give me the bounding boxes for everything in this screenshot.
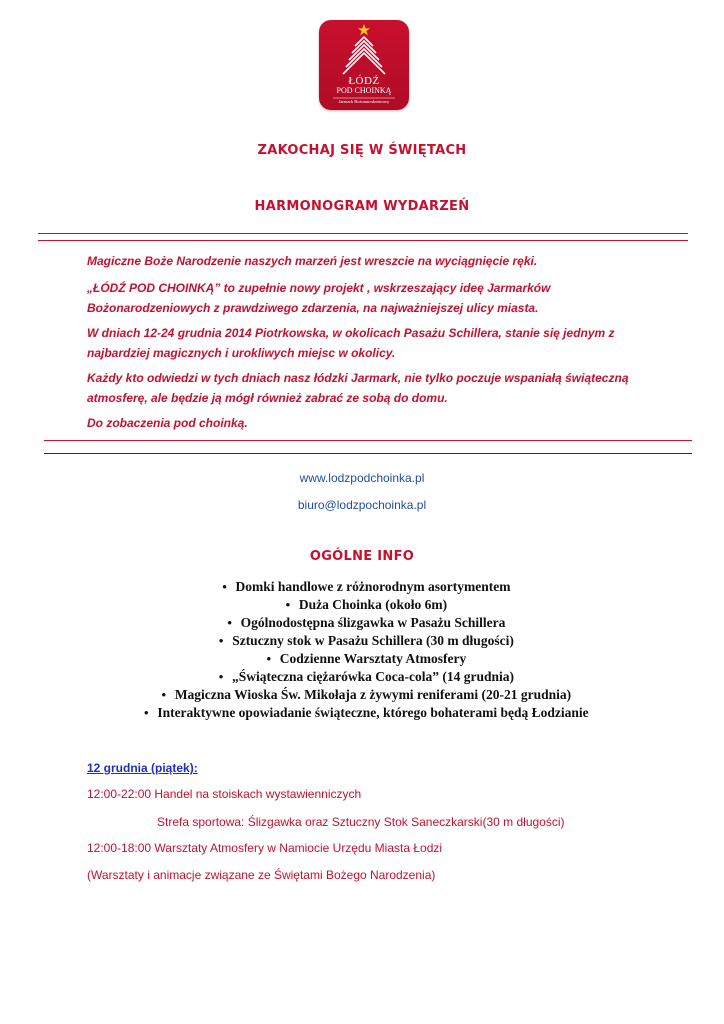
divider [38,233,688,234]
divider [38,240,688,241]
website-link[interactable]: www.lodzpodchoinka.pl [299,471,425,485]
bullet-icon: • [222,579,227,594]
intro-paragraph: Magiczne Boże Narodzenie naszych marzeń jest wreszcie na wyciągnięcie ręki. [87,254,538,268]
schedule-line: (Warsztaty i animacje związane ze Świętami Bożego Narodzenia) [87,868,436,882]
bullet-icon: • [144,705,149,720]
schedule-line: Strefa sportowa: Ślizgawka oraz Sztuczny Stok Saneczkarski(30 m długości) [157,815,565,829]
info-list [0,578,724,722]
list-item: • Magiczna Wioska Św. Mikołaja z żywymi reniferami (20-21 grudnia) [0,686,724,704]
email-link[interactable]: biuro@lodzpochoinka.pl [297,498,427,512]
general-info-heading: OGÓLNE INFO [309,549,415,564]
intro-paragraph: „ŁÓDŹ POD CHOINKĄ” to zupełnie nowy projekt , wskrzeszający ideę Jarmarków Bożonarodzeniowych z prawdziwego zdarzenia, na najważniejszej ulicy miasta. [87,281,551,315]
list-item: • Sztuczny stok w Pasażu Schillera (30 m długości) [0,632,724,650]
schedule-date: 12 grudnia (piątek): [87,761,198,775]
list-item: • Domki handlowe z różnorodnym asortymentem [0,578,724,596]
bullet-icon: • [161,687,167,702]
list-item: • Duża Choinka (około 6m) [0,596,724,614]
tagline-heading: ZAKOCHAJ SIĘ W ŚWIĘTACH [257,143,467,158]
divider [44,453,692,454]
event-logo [319,20,409,110]
divider [44,440,692,441]
intro-paragraph: W dniach 12-24 grudnia 2014 Piotrkowska, w okolicach Pasażu Schillera, stanie się jednym z najbardziej magicznych i urokliwych miejsc w okolicy. [87,326,615,360]
bullet-icon: • [218,633,224,648]
intro-paragraph: Każdy kto odwiedzi w tych dniach nasz łódzki Jarmark, nie tylko poczuje wspaniałą świąteczną atmosferę, ale będzie ją mógł również zabrać ze sobą do domu. [87,371,629,405]
bullet-icon: • [266,651,272,666]
list-item: • Ogólnodostępna ślizgawka w Pasażu Schillera [0,614,724,632]
list-item: • Codzienne Warsztaty Atmosfery [0,650,724,668]
list-item: • „Świąteczna ciężarówka Coca-cola” (14 grudnia) [0,668,724,686]
bullet-icon: • [285,597,291,612]
bullet-icon: • [227,615,232,630]
list-item: • Interaktywne opowiadanie świąteczne, którego bohaterami będą Łodzianie [0,704,724,722]
intro-paragraph: Do zobaczenia pod choinką. [87,416,248,430]
logo-title: ŁÓDŹ [348,75,380,87]
christmas-tree-icon [319,20,409,110]
bullet-icon: • [218,669,224,684]
schedule-line: 12:00-22:00 Handel na stoiskach wystawienniczych [87,787,362,801]
schedule-heading: HARMONOGRAM WYDARZEŃ [254,199,470,214]
schedule-line: 12:00-18:00 Warsztaty Atmosfery w Namiocie Urzędu Miasta Łodzi [87,841,443,855]
logo-subtitle: POD CHOINKĄ [336,86,392,95]
logo-caption: Jarmark Bożonarodzeniowy [338,99,390,104]
